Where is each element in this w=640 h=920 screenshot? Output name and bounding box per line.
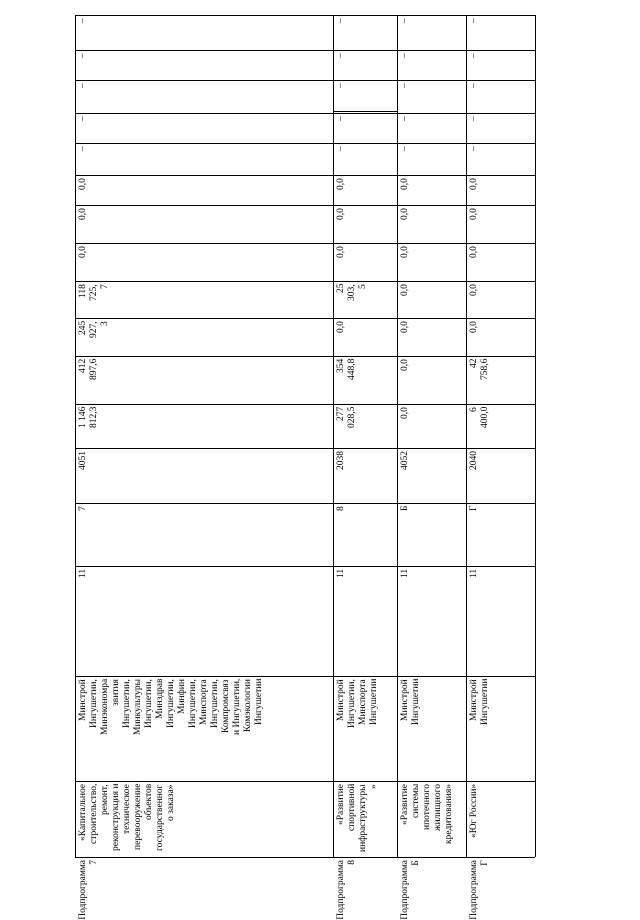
- col-border-9: [75, 318, 535, 319]
- cell-code1: 11: [336, 569, 346, 579]
- cell-v6: 0,0: [469, 208, 479, 220]
- cell-v7: 0,0: [336, 178, 346, 190]
- cell-code2: Б: [400, 506, 410, 512]
- cell-title: «Юг России»: [469, 784, 479, 839]
- row-border-1: [333, 15, 334, 857]
- cell-split: [333, 111, 397, 112]
- cell-v7: 0,0: [469, 178, 479, 190]
- cell-d5: –: [400, 18, 410, 23]
- cell-executor: Минстрой Ингушетии, Минэкономра звития Ингушетии, Минкультуры Ингушетии, Минздрав Ингушетии, Минфин Ингушетии, Минспорта Ингушетии, Компромсвяз и Ингушетии, Комэкологии Ингушетии: [78, 679, 264, 736]
- cell-title: «Развитие системы ипотечного жилищного кредитования»: [400, 784, 454, 845]
- cell-d2: –: [336, 116, 346, 121]
- col-border-11: [75, 404, 535, 405]
- cell-v1: 6 400,0: [469, 407, 490, 429]
- cell-d2: –: [78, 116, 88, 121]
- cell-d5: –: [78, 18, 88, 23]
- cell-v7: 0,0: [78, 178, 88, 190]
- cell-v6: 0,0: [400, 208, 410, 220]
- cell-v7: 0,0: [400, 178, 410, 190]
- cell-v4: 118 725, 7: [78, 284, 110, 301]
- cell-code1: 11: [78, 569, 88, 579]
- cell-v1: 1 146 812,3: [78, 407, 99, 429]
- cell-d1: –: [336, 146, 346, 151]
- col-border-7: [75, 243, 535, 244]
- col-border-16: [75, 781, 535, 782]
- col-border-10: [75, 356, 535, 357]
- cell-code2: Г: [469, 506, 479, 512]
- cell-v3: 0,0: [400, 321, 410, 333]
- cell-d5: –: [469, 18, 479, 23]
- cell-v3: 245 927, 3: [78, 321, 110, 338]
- cell-code3: 4051: [78, 451, 88, 470]
- cell-code3: 4052: [400, 451, 410, 470]
- cell-d4: –: [400, 53, 410, 58]
- cell-d1: –: [469, 146, 479, 151]
- cell-d4: –: [78, 53, 88, 58]
- cell-v5: 0,0: [469, 246, 479, 258]
- cell-name: Подпрограмма 7: [78, 860, 99, 920]
- cell-d2: –: [400, 116, 410, 121]
- cell-d2: –: [469, 116, 479, 121]
- cell-v5: 0,0: [400, 246, 410, 258]
- cell-v5: 0,0: [336, 246, 346, 258]
- cell-code1: 11: [469, 569, 479, 579]
- cell-v5: 0,0: [78, 246, 88, 258]
- cell-code3: 2040: [469, 451, 479, 470]
- row-border-3: [466, 15, 467, 857]
- col-border-17: [75, 857, 535, 858]
- cell-v3: 0,0: [336, 321, 346, 333]
- cell-d3: –: [78, 83, 88, 88]
- cell-d3: –: [336, 83, 346, 88]
- cell-d1: –: [400, 146, 410, 151]
- cell-d1: –: [78, 146, 88, 151]
- cell-v2: 42 758,6: [469, 359, 490, 381]
- cell-executor: Минстрой Ингушетии, Минспорта Ингушетии: [336, 679, 379, 728]
- cell-v3: 0,0: [469, 321, 479, 333]
- col-border-15: [75, 676, 535, 677]
- col-border-13: [75, 503, 535, 504]
- cell-title: «Капитальное строительство, ремонт, реконструкция и техническое перевооружение объектов государственног о заказа»: [78, 784, 176, 852]
- cell-name: Подпрограмма 8: [336, 860, 357, 920]
- cell-executor: Минстрой Ингушетии: [469, 679, 490, 726]
- col-border-1: [75, 50, 535, 51]
- col-border-6: [75, 205, 535, 206]
- col-border-14: [75, 566, 535, 567]
- cell-executor: Минстрой Ингушетии: [400, 679, 421, 726]
- cell-name: Подпрограмма Г: [469, 860, 490, 920]
- col-border-8: [75, 281, 535, 282]
- cell-title: «Развитие спортивной инфраструктуры »: [336, 784, 379, 852]
- cell-v2: 354 448,8: [336, 359, 357, 381]
- col-border-2: [75, 80, 535, 81]
- cell-code1: 11: [400, 569, 410, 579]
- col-border-5: [75, 175, 535, 176]
- cell-d5: –: [336, 18, 346, 23]
- cell-code2: 7: [78, 506, 88, 511]
- cell-d3: –: [469, 83, 479, 88]
- cell-d4: –: [469, 53, 479, 58]
- cell-v4: 25 303, 5: [336, 284, 368, 301]
- cell-v2: 412 897,6: [78, 359, 99, 381]
- cell-v4: 0,0: [469, 284, 479, 296]
- row-border-2: [397, 15, 398, 857]
- col-border-0: [75, 15, 535, 16]
- row-border-4: [535, 15, 536, 857]
- cell-d3: –: [400, 83, 410, 88]
- col-border-4: [75, 143, 535, 144]
- cell-v6: 0,0: [78, 208, 88, 220]
- cell-v4: 0,0: [400, 284, 410, 296]
- cell-v6: 0,0: [336, 208, 346, 220]
- row-border-0: [75, 15, 76, 857]
- col-border-12: [75, 448, 535, 449]
- cell-d4: –: [336, 53, 346, 58]
- cell-v1: 0,0: [400, 407, 410, 419]
- cell-v2: 0,0: [400, 359, 410, 371]
- cell-code3: 2038: [336, 451, 346, 470]
- cell-name: Подпрограмма Б: [400, 860, 421, 920]
- col-border-3: [75, 113, 535, 114]
- cell-v1: 277 028,5: [336, 407, 357, 429]
- cell-code2: 8: [336, 506, 346, 511]
